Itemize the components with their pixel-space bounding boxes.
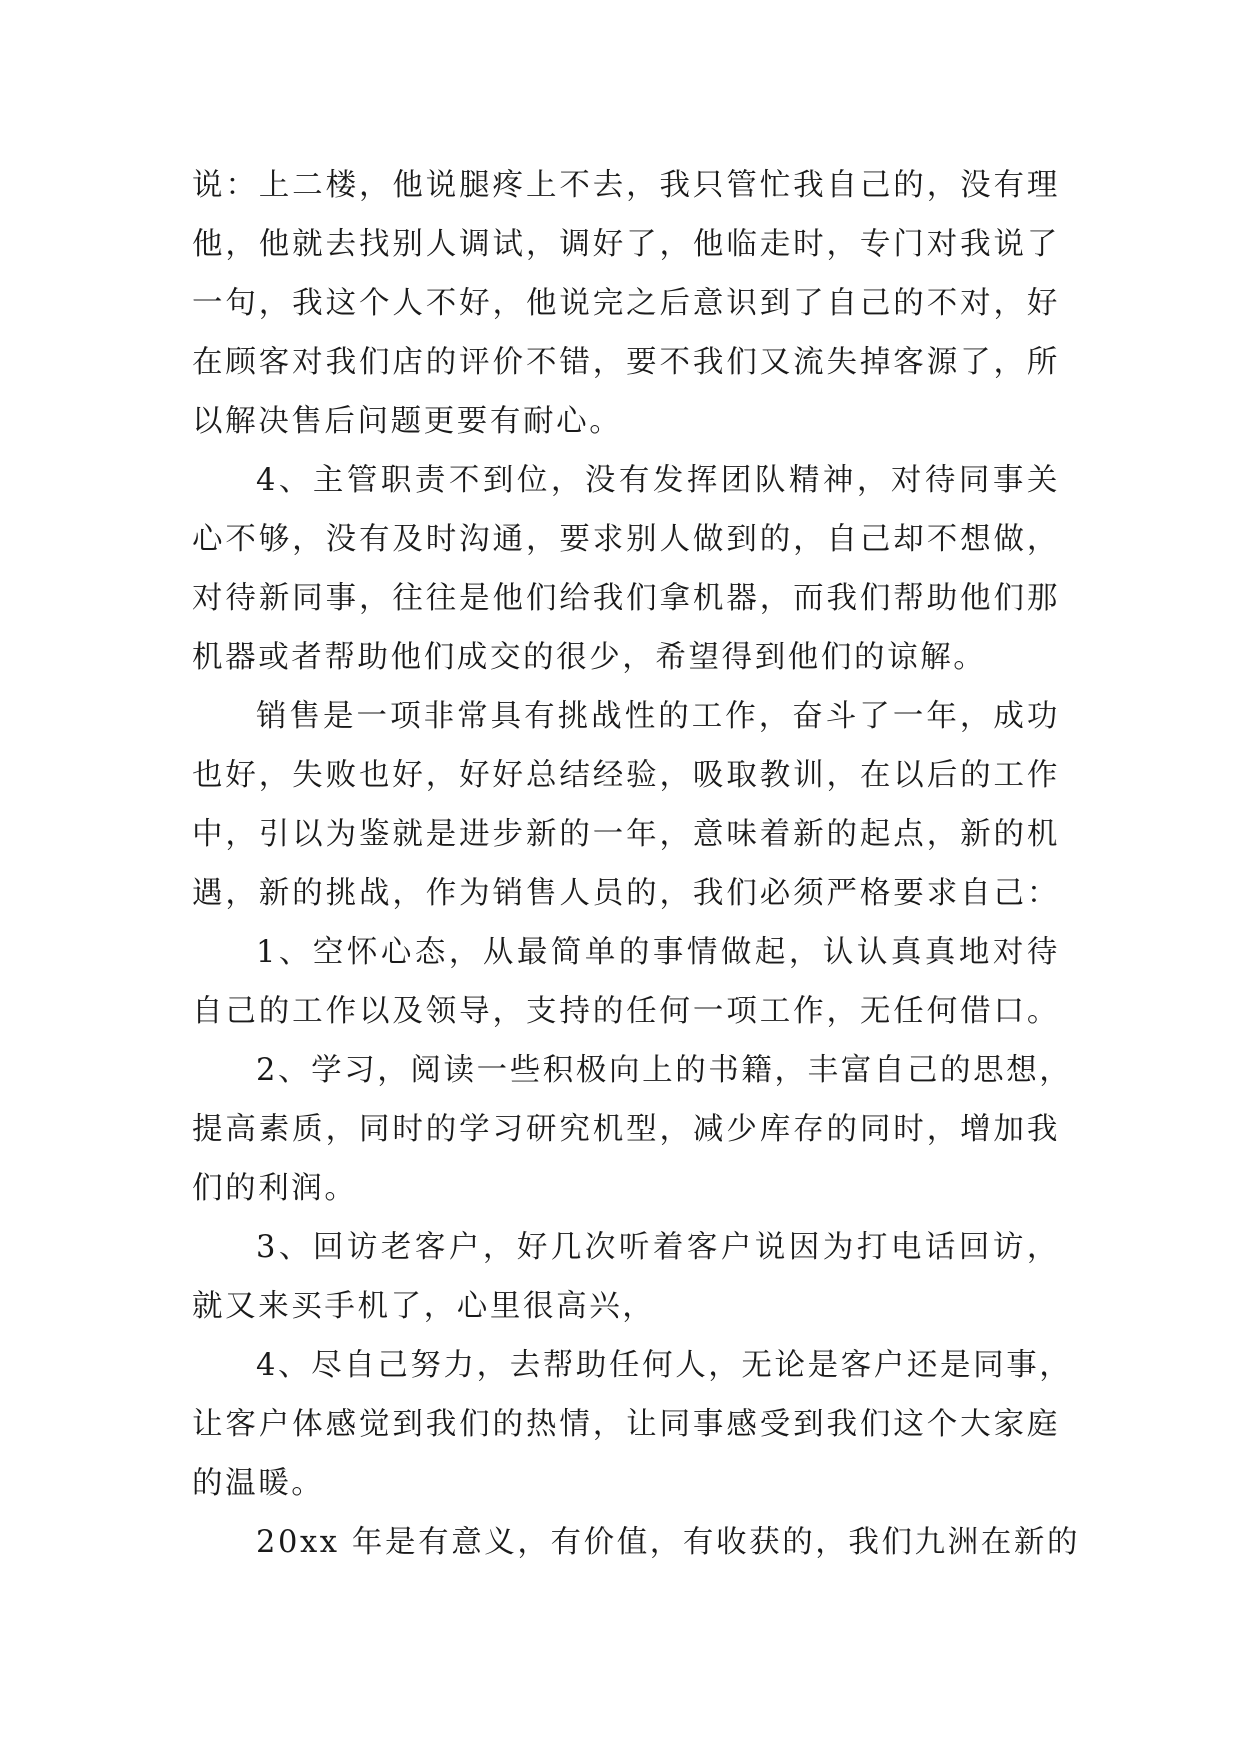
text-line: 对待新同事，往往是他们给我们拿机器，而我们帮助他们那: [192, 581, 1060, 616]
paragraph-item-4-effort: [192, 1336, 1073, 1513]
text-line: 提高素质，同时的学习研究机型，减少库存的同时，增加我: [192, 1112, 1060, 1147]
text-line: 他，他就去找别人调试，调好了，他临走时，专门对我说了: [192, 227, 1060, 262]
paragraph-item-4-supervisor: [192, 451, 1060, 687]
paragraph-item-2-learning: [192, 1041, 1073, 1218]
text-line: 中，引以为鉴就是进步新的一年，意味着新的起点，新的机: [192, 817, 1060, 852]
text-line: 在顾客对我们店的评价不错，要不我们又流失掉客源了，所: [192, 345, 1060, 380]
text-line: 就又来买手机了，心里很高兴，: [192, 1289, 656, 1324]
text-line: 4、主管职责不到位，没有发挥团队精神，对待同事关: [256, 463, 1060, 498]
text-line: 的温暖。: [192, 1466, 325, 1501]
paragraph-item-1-mindset: [192, 923, 1060, 1041]
text-line: 也好，失败也好，好好总结经验，吸取教训，在以后的工作: [192, 758, 1060, 793]
paragraph-sales-challenge: [192, 687, 1060, 923]
paragraph-item-3-revisit: [192, 1218, 1060, 1336]
text-line: 1、空怀心态，从最简单的事情做起，认认真真地对待: [256, 935, 1060, 970]
text-line: 销售是一项非常具有挑战性的工作，奋斗了一年，成功: [256, 699, 1060, 734]
text-line: 自己的工作以及领导，支持的任何一项工作，无任何借口。: [192, 994, 1060, 1029]
paragraph-year-summary: [192, 1513, 1081, 1572]
text-line: 2、学习，阅读一些积极向上的书籍，丰富自己的思想，: [256, 1053, 1073, 1088]
text-line: 遇，新的挑战，作为销售人员的，我们必须严格要求自己：: [192, 876, 1060, 911]
text-line: 20xx 年是有意义，有价值，有收获的，我们九洲在新的: [256, 1525, 1081, 1560]
text-line: 一句，我这个人不好，他说完之后意识到了自己的不对，好: [192, 286, 1060, 321]
document-page: [192, 156, 1081, 1572]
text-line: 4、尽自己努力，去帮助任何人，无论是客户还是同事，: [256, 1348, 1073, 1383]
paragraph-after-sales-story: [192, 156, 1060, 451]
text-line: 说：上二楼，他说腿疼上不去，我只管忙我自己的，没有理: [192, 168, 1060, 203]
text-line: 们的利润。: [192, 1171, 358, 1206]
text-line: 以解决售后问题更要有耐心。: [192, 404, 623, 439]
text-line: 心不够，没有及时沟通，要求别人做到的，自己却不想做，: [192, 522, 1060, 557]
text-line: 机器或者帮助他们成交的很少，希望得到他们的谅解。: [192, 640, 987, 675]
text-line: 让客户体感觉到我们的热情，让同事感受到我们这个大家庭: [192, 1407, 1060, 1442]
text-line: 3、回访老客户，好几次听着客户说因为打电话回访，: [256, 1230, 1060, 1265]
